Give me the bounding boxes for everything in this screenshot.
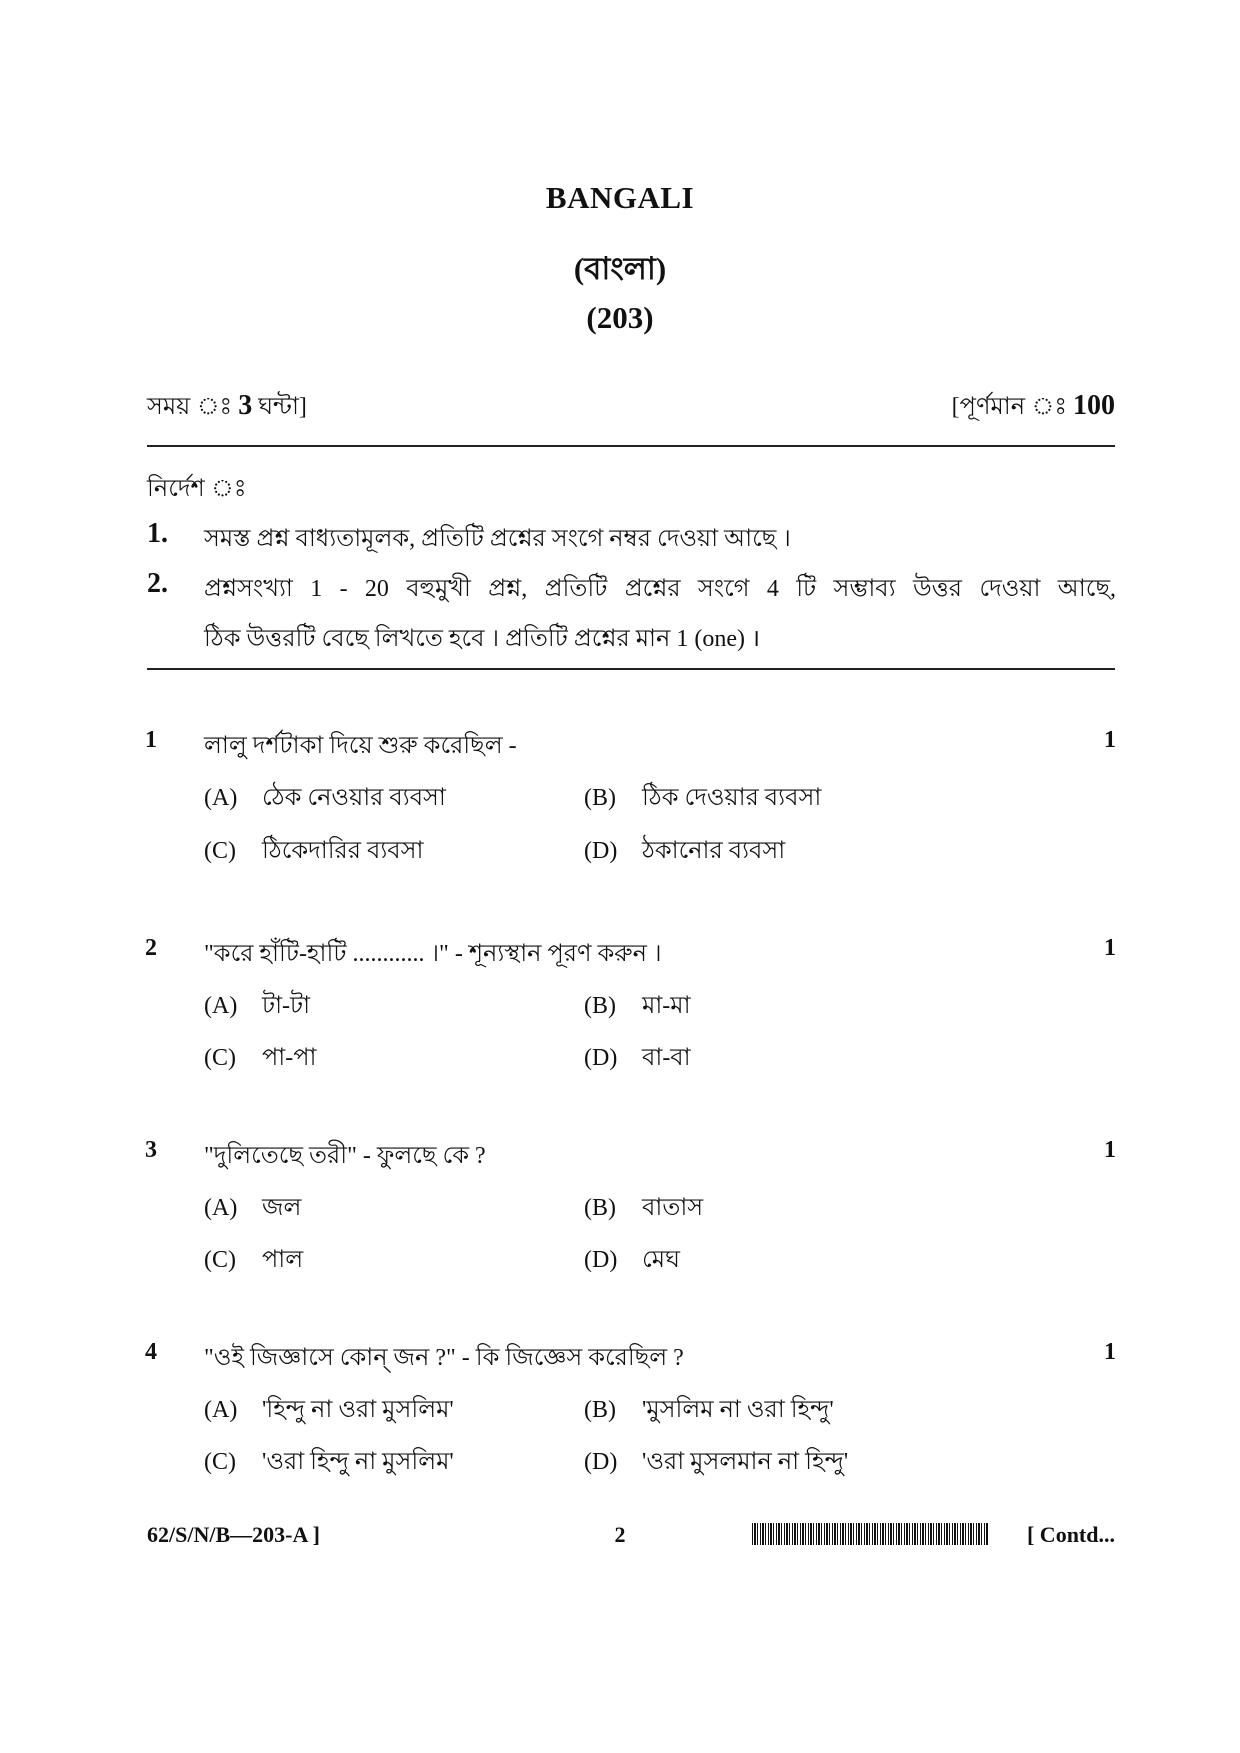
divider: [147, 445, 1115, 447]
option-b: [584, 1391, 834, 1431]
option-d: [584, 1241, 680, 1281]
page-title: BANGALI: [545, 180, 695, 215]
question-text: "ওই জিজ্ঞাসে কোন্ জন ?" - কি জিজ্ঞেস করেছিল ?: [204, 1345, 684, 1371]
question-mark: 1: [1104, 727, 1116, 753]
option-label: (C): [204, 1045, 236, 1071]
time-value: 3: [238, 390, 253, 421]
option-text: পা-পা: [262, 1045, 317, 1071]
option-text: জল: [262, 1195, 302, 1221]
option-text: ঠিকেদারির ব্যবসা: [262, 838, 424, 864]
instruction-number: 2.: [147, 568, 168, 599]
barcode-icon: [752, 1523, 988, 1545]
option-a: [204, 1189, 301, 1229]
option-text: 'হিন্দু না ওরা মুসলিম': [262, 1397, 454, 1423]
instructions-heading: নির্দেশ ঃ: [147, 476, 247, 502]
option-text: ঠকানোর ব্যবসা: [642, 838, 786, 864]
time-label: সময় ঃ: [147, 394, 233, 420]
option-text: 'ওরা মুসলমান না হিন্দু': [642, 1449, 849, 1475]
paper-code: 62/S/N/B—203-A ]: [147, 1522, 320, 1547]
option-c: [204, 1241, 303, 1281]
option-label: (D): [584, 1045, 618, 1071]
option-c: [204, 1443, 454, 1483]
question-mark: 1: [1104, 935, 1116, 961]
option-label: (C): [204, 1449, 236, 1475]
option-c: [204, 832, 423, 872]
time-info: [147, 388, 307, 428]
option-a: [204, 1391, 454, 1431]
subject-code: (203): [586, 300, 654, 335]
option-d: [584, 1443, 848, 1483]
option-text: মা-মা: [642, 993, 691, 1019]
instruction-text: প্রশ্নসংখ্যা 1 - 20 বহুমুখী প্রশ্ন, প্রতিটি প্রশ্নের সংগে 4 টি সম্ভাব্য উত্তর দেওয়া আছে,: [204, 576, 1116, 602]
option-label: (C): [204, 838, 236, 864]
option-text: পাল: [262, 1247, 304, 1273]
option-label: (D): [584, 1449, 618, 1475]
option-label: (A): [204, 785, 238, 811]
marks-label: [পূর্ণমান ঃ: [951, 394, 1067, 420]
option-text: বাতাস: [642, 1195, 704, 1221]
option-label: (B): [584, 1195, 616, 1221]
option-label: (B): [584, 785, 616, 811]
instruction-number: 1.: [147, 518, 168, 549]
option-label: (D): [584, 1247, 618, 1273]
option-a: [204, 987, 310, 1027]
option-text: টা-টা: [262, 993, 311, 1019]
option-text: ঠিক দেওয়ার ব্যবসা: [642, 785, 822, 811]
option-b: [584, 987, 691, 1027]
question-number: 4: [145, 1339, 157, 1365]
question-number: 2: [145, 935, 157, 961]
time-unit: ঘন্টা]: [258, 394, 307, 420]
option-label: (B): [584, 993, 616, 1019]
page-number: 2: [614, 1522, 626, 1547]
marks-value: 100: [1073, 390, 1115, 421]
continued-note: [ Contd...: [1026, 1522, 1115, 1547]
option-b: [584, 1189, 703, 1229]
instruction-text: সমস্ত প্রশ্ন বাধ্যতামূলক, প্রতিটি প্রশ্নের সংগে নম্বর দেওয়া আছে ।: [204, 526, 791, 552]
option-text: 'মুসলিম না ওরা হিন্দু': [642, 1397, 834, 1423]
option-label: (B): [584, 1397, 616, 1423]
question-mark: 1: [1104, 1339, 1116, 1365]
option-label: (D): [584, 838, 618, 864]
question-text: লালু দর্শটাকা দিয়ে শুরু করেছিল -: [204, 733, 517, 759]
option-text: 'ওরা হিন্দু না মুসলিম': [262, 1449, 454, 1475]
option-text: বা-বা: [642, 1045, 691, 1071]
page-subtitle: (বাংলা): [573, 251, 667, 286]
option-label: (A): [204, 1195, 238, 1221]
option-d: [584, 832, 785, 872]
option-a: [204, 779, 446, 819]
instruction-text-continued: ঠিক উত্তরটি বেছে লিখতে হবে । প্রতিটি প্রশ্নের মান 1 (one) ।: [204, 626, 761, 652]
option-d: [584, 1039, 691, 1079]
option-b: [584, 779, 821, 819]
option-label: (A): [204, 1397, 238, 1423]
question-text: "করে হাঁটি-হাটি ............ ।" - শূন্যস্থান পূরণ করুন ।: [204, 941, 662, 967]
question-number: 3: [145, 1137, 157, 1163]
option-label: (A): [204, 993, 238, 1019]
option-text: মেঘ: [642, 1247, 680, 1273]
divider: [147, 668, 1115, 670]
option-text: ঠেক নেওয়ার ব্যবসা: [262, 785, 446, 811]
question-number: 1: [145, 727, 157, 753]
marks-info: [952, 388, 1115, 428]
question-mark: 1: [1104, 1137, 1116, 1163]
option-label: (C): [204, 1247, 236, 1273]
option-c: [204, 1039, 317, 1079]
question-text: "দুলিতেছে তরী" - ফুলছে কে ?: [204, 1143, 486, 1169]
